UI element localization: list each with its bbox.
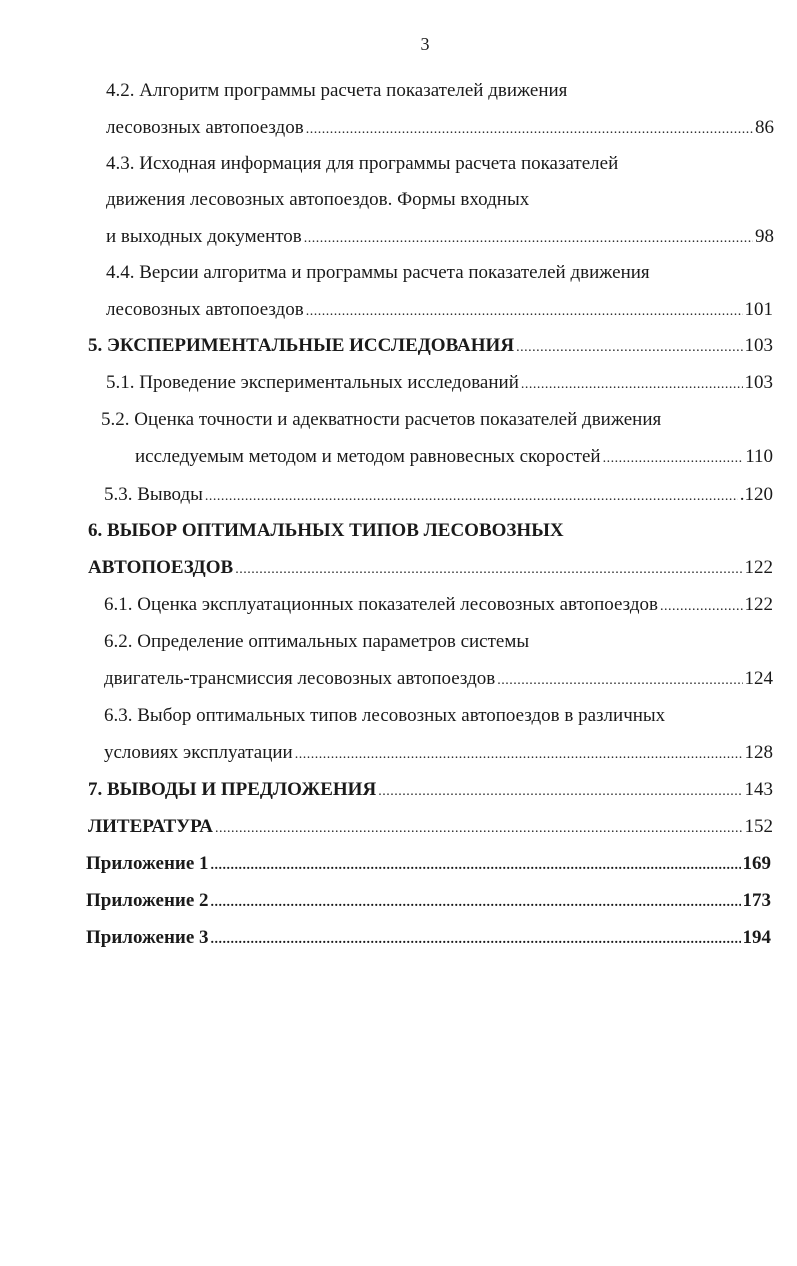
dot-leader	[215, 814, 742, 842]
toc-entry-4-4-cont[interactable]	[106, 295, 773, 325]
toc-entry-text: движения лесовозных автопоездов. Формы входных	[106, 189, 530, 210]
toc-entry-text: АВТОПОЕЗДОВ	[88, 557, 234, 578]
toc-entry-5-3[interactable]	[104, 480, 773, 510]
toc-page-number: 124	[744, 668, 773, 689]
dot-leader	[211, 888, 741, 916]
dot-leader	[306, 297, 743, 325]
toc-entry-text: исследуемым методом и методом равновесных скоростей	[135, 446, 601, 467]
toc-entry-6-2-cont[interactable]	[104, 664, 773, 694]
toc-section-6	[88, 516, 564, 546]
dot-leader	[306, 115, 753, 143]
toc-page-number: 194	[742, 927, 771, 948]
toc-entry-6-3	[104, 701, 665, 731]
page-number: 3	[420, 34, 430, 54]
toc-entry-text: 5.2. Оценка точности и адекватности расчетов показателей движения	[101, 409, 662, 430]
dot-leader	[660, 592, 743, 620]
toc-entry-6-1[interactable]	[104, 590, 773, 620]
toc-entry-5-2-cont[interactable]	[135, 442, 773, 472]
toc-entry-text: ЛИТЕРАТУРА	[88, 816, 214, 837]
toc-entry-text: Приложение 2	[86, 890, 209, 911]
toc-page-number: 122	[744, 557, 773, 578]
toc-entry-text: лесовозных автопоездов	[106, 117, 304, 138]
dot-leader	[295, 740, 743, 768]
toc-section-6-cont[interactable]	[88, 553, 773, 583]
toc-entry-4-4	[106, 258, 650, 288]
toc-entry-4-3-cont	[106, 185, 529, 215]
toc-section-5[interactable]	[88, 331, 773, 361]
toc-page-number: 122	[744, 594, 773, 615]
toc-page-number: 103	[744, 372, 773, 393]
toc-page-number: .120	[739, 484, 773, 505]
toc-entry-text: 6.2. Определение оптимальных параметров системы	[104, 631, 530, 652]
toc-entry-text: 5. ЭКСПЕРИМЕНТАЛЬНЫЕ ИССЛЕДОВАНИЯ	[88, 335, 515, 356]
toc-page-number: 143	[744, 779, 773, 800]
toc-page-number: 173	[742, 890, 771, 911]
dot-leader	[211, 925, 741, 953]
toc-entry-text: и выходных документов	[106, 226, 302, 247]
toc-entry-text: 4.4. Версии алгоритма и программы расчета показателей движения	[106, 262, 650, 283]
toc-page-number: 103	[744, 335, 773, 356]
toc-entry-text: 6.1. Оценка эксплуатационных показателей лесовозных автопоездов	[104, 594, 658, 615]
dot-leader	[304, 224, 753, 252]
toc-entry-text: 7. ВЫВОДЫ И ПРЕДЛОЖЕНИЯ	[88, 779, 377, 800]
toc-page-number: 101	[744, 299, 773, 320]
toc-entry-text: 5.1. Проведение экспериментальных исследований	[106, 372, 519, 393]
toc-entry-text: 6. ВЫБОР ОПТИМАЛЬНЫХ ТИПОВ ЛЕСОВОЗНЫХ	[88, 520, 564, 541]
toc-appendix-2[interactable]	[86, 886, 771, 916]
toc-section-7[interactable]	[88, 775, 773, 805]
toc-entry-4-3-end[interactable]	[106, 222, 774, 252]
toc-entry-5-2	[101, 405, 661, 435]
toc-entry-text: 4.2. Алгоритм программы расчета показателей движения	[106, 80, 568, 101]
toc-entry-text: 4.3. Исходная информация для программы расчета показателей	[106, 153, 619, 174]
dot-leader	[497, 666, 742, 694]
toc-entry-text: лесовозных автопоездов	[106, 299, 304, 320]
toc-entry-text: Приложение 1	[86, 853, 209, 874]
toc-page-number: 152	[744, 816, 773, 837]
toc-entry-4-3	[106, 149, 618, 179]
dot-leader	[603, 444, 744, 472]
toc-entry-5-1[interactable]	[106, 368, 773, 398]
toc-page-number: 128	[744, 742, 773, 763]
dot-leader	[235, 555, 742, 583]
toc-entry-6-3-cont[interactable]	[104, 738, 773, 768]
dot-leader	[211, 851, 741, 879]
toc-page-number: 98	[755, 226, 774, 247]
toc-entry-6-2	[104, 627, 529, 657]
toc-entry-text: 6.3. Выбор оптимальных типов лесовозных автопоездов в различных	[104, 705, 666, 726]
toc-entry-text: Приложение 3	[86, 927, 209, 948]
toc-page-number: 110	[745, 446, 773, 467]
toc-appendix-1[interactable]	[86, 849, 771, 879]
toc-appendix-3[interactable]	[86, 923, 771, 953]
dot-leader	[516, 333, 742, 361]
dot-leader	[205, 482, 738, 510]
dot-leader	[378, 777, 742, 805]
toc-entry-4-2	[106, 76, 567, 106]
dot-leader	[521, 370, 743, 398]
toc-page-number: 86	[755, 117, 774, 138]
toc-entry-text: двигатель-трансмиссия лесовозных автопоездов	[104, 668, 496, 689]
toc-entry-4-2-cont[interactable]	[106, 113, 774, 143]
toc-literature[interactable]	[88, 812, 773, 842]
toc-entry-text: условиях эксплуатации	[104, 742, 293, 763]
toc-page-number: 169	[742, 853, 771, 874]
toc-entry-text: 5.3. Выводы	[104, 484, 203, 505]
